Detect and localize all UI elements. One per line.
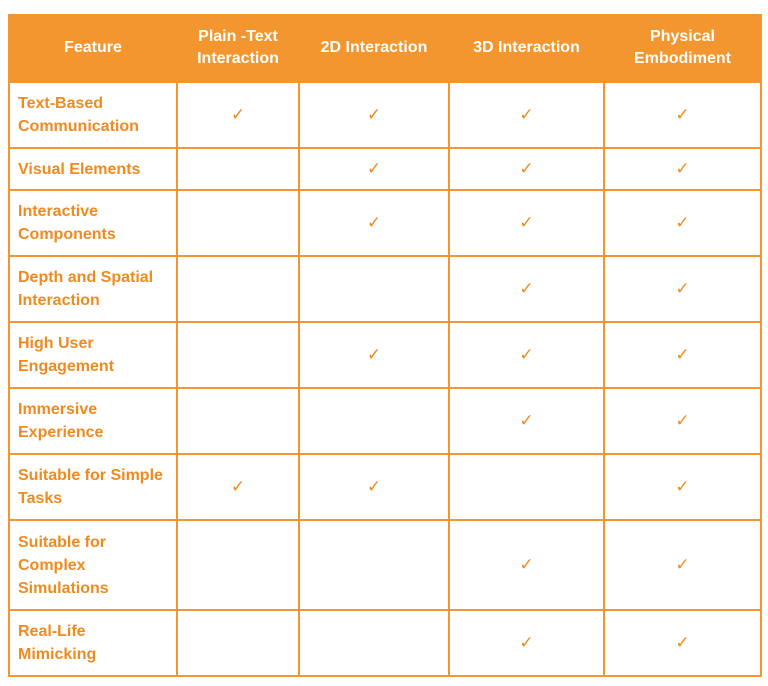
checkmark-icon: ✓ — [366, 105, 382, 125]
table-row — [9, 454, 761, 520]
table-row — [9, 148, 761, 190]
mark-cell — [604, 610, 761, 676]
checkmark-icon: ✓ — [366, 345, 382, 365]
mark-cell — [449, 610, 604, 676]
checkmark-icon: ✓ — [366, 159, 382, 179]
header-2d-interaction: 2D Interaction — [299, 14, 449, 82]
feature-name: Suitable for Complex Simulations — [9, 520, 177, 610]
mark-cell — [299, 454, 449, 520]
table-row — [9, 388, 761, 454]
checkmark-icon: ✓ — [675, 411, 690, 431]
mark-cell — [299, 610, 449, 676]
checkmark-icon: ✓ — [230, 105, 246, 125]
checkmark-icon: ✓ — [519, 555, 534, 575]
checkmark-icon: ✓ — [675, 105, 690, 125]
mark-cell — [449, 256, 604, 322]
checkmark-icon: ✓ — [366, 477, 382, 497]
checkmark-icon: ✓ — [519, 159, 534, 179]
header-feature: Feature — [9, 14, 177, 82]
mark-cell — [449, 82, 604, 148]
checkmark-icon: ✓ — [675, 477, 690, 497]
mark-cell — [604, 520, 761, 610]
mark-cell — [177, 256, 299, 322]
mark-cell — [177, 388, 299, 454]
table-row — [9, 256, 761, 322]
header-row — [9, 14, 761, 82]
feature-name: Real-Life Mimicking — [9, 610, 177, 676]
mark-cell — [604, 256, 761, 322]
checkmark-icon: ✓ — [519, 105, 534, 125]
checkmark-icon: ✓ — [519, 345, 534, 365]
mark-cell — [604, 190, 761, 256]
mark-cell — [299, 256, 449, 322]
mark-cell — [449, 148, 604, 190]
mark-cell — [177, 520, 299, 610]
feature-name: Visual Elements — [9, 148, 177, 190]
checkmark-icon: ✓ — [519, 279, 534, 299]
feature-name: Immersive Experience — [9, 388, 177, 454]
feature-name: High User Engagement — [9, 322, 177, 388]
mark-cell — [604, 454, 761, 520]
checkmark-icon: ✓ — [230, 477, 246, 497]
table-row — [9, 610, 761, 676]
checkmark-icon: ✓ — [675, 213, 690, 233]
checkmark-icon: ✓ — [675, 345, 690, 365]
feature-name: Text-Based Communication — [9, 82, 177, 148]
mark-cell — [299, 520, 449, 610]
checkmark-icon: ✓ — [675, 555, 690, 575]
mark-cell — [604, 388, 761, 454]
mark-cell — [299, 322, 449, 388]
mark-cell — [299, 190, 449, 256]
mark-cell — [299, 148, 449, 190]
mark-cell — [299, 388, 449, 454]
table-row — [9, 190, 761, 256]
checkmark-icon: ✓ — [675, 633, 690, 653]
table-row — [9, 520, 761, 610]
mark-cell — [449, 520, 604, 610]
table-row — [9, 322, 761, 388]
mark-cell — [177, 610, 299, 676]
mark-cell — [449, 190, 604, 256]
table-row — [9, 82, 761, 148]
feature-name: Interactive Components — [9, 190, 177, 256]
checkmark-icon: ✓ — [519, 411, 534, 431]
mark-cell — [177, 454, 299, 520]
mark-cell — [604, 322, 761, 388]
feature-comparison-table — [8, 14, 762, 677]
mark-cell — [299, 82, 449, 148]
mark-cell — [604, 82, 761, 148]
mark-cell — [449, 322, 604, 388]
feature-name: Suitable for Simple Tasks — [9, 454, 177, 520]
checkmark-icon: ✓ — [519, 213, 534, 233]
mark-cell — [177, 322, 299, 388]
header-3d-interaction: 3D Interaction — [449, 14, 604, 82]
table-header — [9, 14, 761, 82]
checkmark-icon: ✓ — [366, 213, 382, 233]
mark-cell — [177, 190, 299, 256]
mark-cell — [449, 388, 604, 454]
checkmark-icon: ✓ — [675, 279, 690, 299]
mark-cell — [177, 82, 299, 148]
mark-cell — [604, 148, 761, 190]
table-body — [9, 82, 761, 676]
checkmark-icon: ✓ — [519, 633, 534, 653]
mark-cell — [177, 148, 299, 190]
header-physical-embodiment: Physical Embodiment — [604, 14, 761, 82]
checkmark-icon: ✓ — [675, 159, 690, 179]
mark-cell — [449, 454, 604, 520]
header-plain-text-interaction: Plain -Text Interaction — [177, 14, 299, 82]
feature-name: Depth and Spatial Interaction — [9, 256, 177, 322]
